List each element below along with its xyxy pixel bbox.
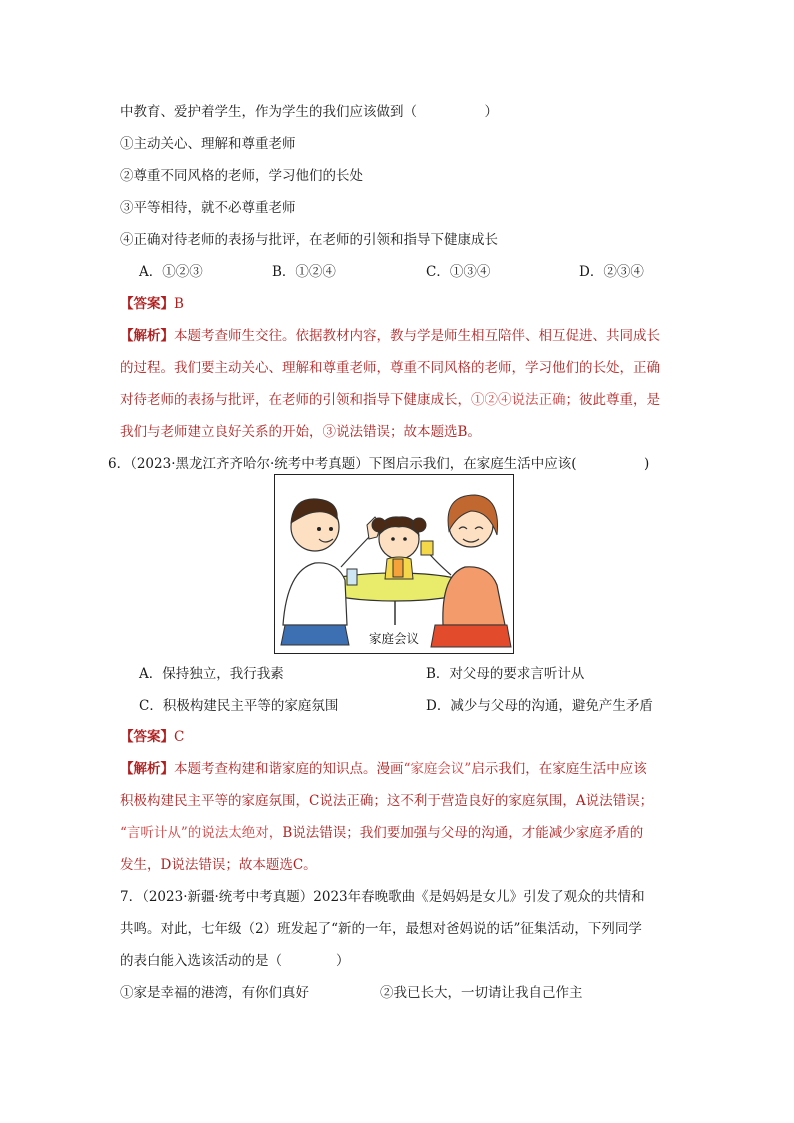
q6-analysis-line-1 xyxy=(120,759,647,779)
analysis-text: 本题考查师生交往。依据教材内容，教与学是师生相互陪伴、相互促进、共同成长 xyxy=(174,328,660,344)
q5-option-a: A．①②③ xyxy=(139,264,203,280)
analysis-text: 对待老师的表扬与批评，在老师的引领和指导下健康成长， xyxy=(120,392,471,408)
answer-value: B xyxy=(174,296,184,312)
family-cartoon-image xyxy=(275,475,513,653)
q6-option-b: B．对父母的要求言听计从 xyxy=(426,666,585,682)
q6-analysis-line-2: 积极构建民主平等的家庭氛围，C说法正确；这不利于营造良好的家庭氛围，A说法错误； xyxy=(120,793,654,809)
q6-analysis-line-4: 发生，D说法错误；故本题选C。 xyxy=(120,857,317,873)
analysis-label: 【解析】 xyxy=(120,328,174,344)
q5-option-b: B．①②④ xyxy=(272,264,336,280)
analysis-text: 本题考查构建和谐家庭的知识点。漫画 xyxy=(174,761,404,777)
q7-item-1: ①家是幸福的港湾，有你们真好 xyxy=(120,985,309,1001)
q6-stem: 6．（2023·黑龙江齐齐哈尔·统考中考真题）下图启示我们，在家庭生活中应该( ) xyxy=(108,456,650,472)
q7-stem-line-3: 的表白能入选该活动的是（ ） xyxy=(120,953,350,969)
answer-label: 【答案】 xyxy=(120,296,174,312)
q5-option-c: C．①③④ xyxy=(426,264,491,280)
q6-analysis-line-3 xyxy=(120,823,643,843)
q7-stem-line-2: 共鸣。对此，七年级（2）班发起了“新的一年，最想对爸妈说的话”征集活动，下列同学 xyxy=(120,921,642,937)
q6-option-a: A．保持独立，我行我素 xyxy=(139,666,284,682)
q6-option-d: D．减少与父母的沟通，避免产生矛盾 xyxy=(426,698,653,714)
analysis-highlight: ①②④说法正确 xyxy=(471,392,566,408)
answer-label: 【答案】 xyxy=(120,729,174,745)
q6-answer xyxy=(120,727,184,747)
q5-item-4: ④正确对待老师的表扬与批评，在老师的引领和指导下健康成长 xyxy=(120,232,498,248)
q5-option-d: D．②③④ xyxy=(579,264,644,280)
answer-value: C xyxy=(174,729,185,745)
analysis-highlight: “言听计从”的说法太绝对， xyxy=(120,825,283,841)
q5-analysis-line-1 xyxy=(120,326,660,346)
analysis-label: 【解析】 xyxy=(120,761,174,777)
family-meeting-illustration xyxy=(274,474,514,654)
q7-stem-line-1: 7．（2023·新疆·统考中考真题）2023年春晚歌曲《是妈妈是女儿》引发了观众的共情和 xyxy=(120,889,645,905)
q5-item-2: ②尊重不同风格的老师，学习他们的长处 xyxy=(120,168,363,184)
q6-option-c: C．积极构建民主平等的家庭氛围 xyxy=(139,698,339,714)
analysis-highlight: “家庭会议” xyxy=(403,761,472,777)
q7-item-2: ②我已长大，一切请让我自己作主 xyxy=(380,985,583,1001)
analysis-text: 启示我们，在家庭生活中应该 xyxy=(471,761,647,777)
figure-caption: 家庭会议 xyxy=(368,631,419,646)
q5-stem-continuation: 中教育、爱护着学生，作为学生的我们应该做到（ ） xyxy=(120,104,498,120)
analysis-text: ；彼此尊重，是 xyxy=(565,392,660,408)
q5-analysis-line-4: 我们与老师建立良好关系的开始，③说法错误；故本题选B。 xyxy=(120,424,481,440)
q5-answer xyxy=(120,294,184,314)
q5-item-1: ①主动关心、理解和尊重老师 xyxy=(120,136,296,152)
q5-analysis-line-3 xyxy=(120,390,660,410)
q5-analysis-line-2: 的过程。我们要主动关心、理解和尊重老师，尊重不同风格的老师，学习他们的长处，正确 xyxy=(120,360,660,376)
q5-item-3: ③平等相待，就不必尊重老师 xyxy=(120,200,296,216)
analysis-text: B说法错误；我们要加强与父母的沟通，才能减少家庭矛盾的 xyxy=(282,825,644,841)
